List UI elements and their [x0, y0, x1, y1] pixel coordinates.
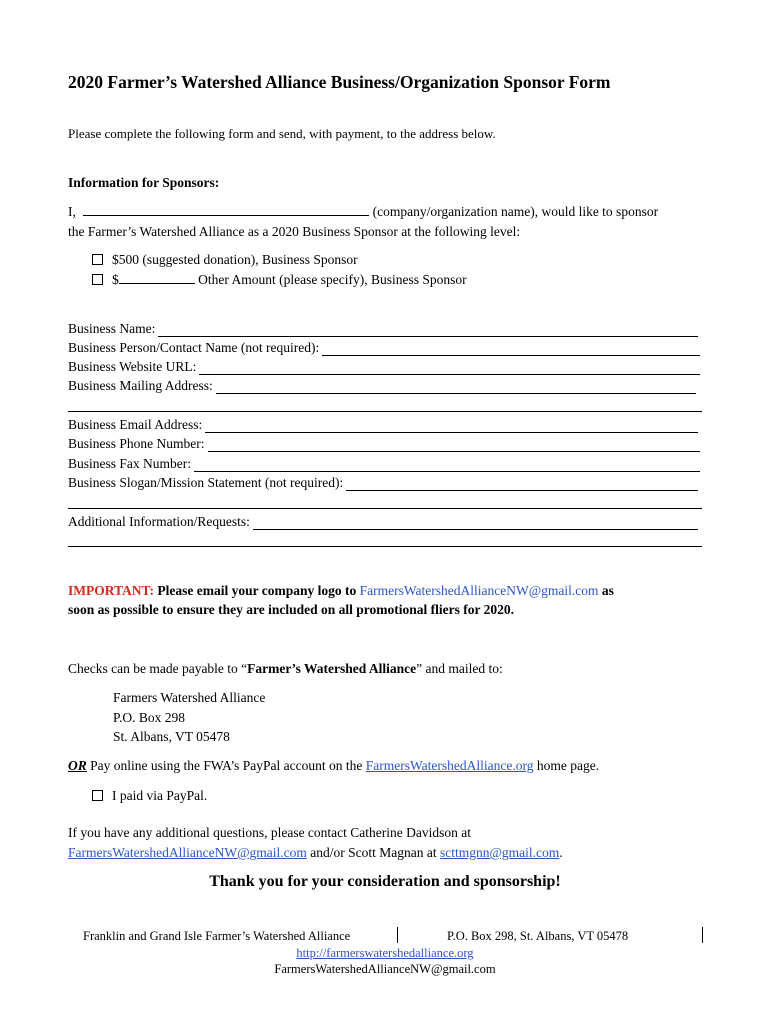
checks-suffix: ” and mailed to:	[416, 661, 503, 676]
thanks-message: Thank you for your consideration and sponsorship!	[209, 873, 561, 890]
mailing-address-label: Business Mailing Address:	[68, 378, 213, 393]
footer-url-row	[0, 946, 770, 961]
statement-prefix: I,	[68, 204, 76, 219]
contact-line2	[68, 843, 563, 862]
important-as: as	[601, 583, 614, 598]
option-other-prefix: $	[112, 272, 119, 287]
intro-sentence: Please complete the following form and send, with payment, to the address below.	[68, 126, 496, 141]
contact-period: .	[559, 845, 563, 860]
fax-field[interactable]	[194, 459, 700, 472]
contact-name-label: Business Person/Contact Name (not required):	[68, 340, 320, 355]
scott-email-link[interactable]: scttmgnn@gmail.com	[440, 845, 560, 860]
footer-email: FarmersWatershedAllianceNW@gmail.com	[274, 962, 496, 976]
website-label: Business Website URL:	[68, 359, 197, 374]
phone-label: Business Phone Number:	[68, 436, 205, 451]
important-label: IMPORTANT:	[68, 583, 155, 598]
intro-text	[68, 126, 496, 142]
phone-field[interactable]	[208, 439, 701, 452]
slogan-label: Business Slogan/Mission Statement (not required):	[68, 475, 344, 490]
option-500-checkbox[interactable]	[92, 254, 103, 265]
website-row	[68, 357, 700, 375]
email-row	[68, 415, 700, 433]
paypal-line	[68, 756, 599, 775]
slogan-field[interactable]	[346, 478, 698, 491]
footer-org: Franklin and Grand Isle Farmer’s Watershed Alliance	[83, 929, 351, 943]
important-text: Please email your company logo to	[157, 583, 357, 598]
option-other	[92, 270, 467, 289]
option-500-label: $500 (suggested donation), Business Sponsor	[112, 252, 358, 267]
footer-divider-right	[702, 927, 703, 943]
business-name-row	[68, 319, 700, 337]
paypal-checkbox[interactable]	[92, 790, 103, 801]
mail-address-line1: Farmers Watershed Alliance	[113, 690, 266, 705]
email-label: Business Email Address:	[68, 417, 203, 432]
contact-name-row	[68, 338, 700, 356]
slogan-field-line2[interactable]	[68, 508, 702, 509]
mailing-address-field[interactable]	[216, 381, 696, 394]
business-name-label: Business Name:	[68, 321, 156, 336]
mailing-address-row	[68, 376, 700, 394]
business-name-field[interactable]	[158, 324, 698, 337]
important-line1	[68, 581, 614, 600]
important-line2: soon as possible to ensure they are included on all promotional fliers for 2020.	[68, 602, 515, 617]
paypal-site-link[interactable]: FarmersWatershedAlliance.org	[365, 758, 534, 773]
fax-label: Business Fax Number:	[68, 456, 191, 471]
footer-divider	[397, 927, 398, 943]
paypal-text: Pay online using the FWA’s PayPal account on the	[90, 758, 363, 773]
important-email-link[interactable]: FarmersWatershedAllianceNW@gmail.com	[359, 583, 599, 598]
slogan-row	[68, 473, 700, 491]
mail-address-line3: St. Albans, VT 05478	[113, 729, 230, 744]
option-500	[92, 250, 358, 269]
additional-label: Additional Information/Requests:	[68, 514, 250, 529]
sponsor-section-heading: Information for Sponsors:	[68, 175, 220, 190]
contact-email-link[interactable]: FarmersWatershedAllianceNW@gmail.com	[68, 845, 307, 860]
website-field[interactable]	[199, 362, 700, 375]
option-other-checkbox[interactable]	[92, 274, 103, 285]
phone-row	[68, 434, 700, 452]
checks-payee: Farmer’s Watershed Alliance	[247, 661, 417, 676]
paypal-or: OR	[68, 758, 87, 773]
contact-middle: and/or Scott Magnan at	[310, 845, 437, 860]
additional-row	[68, 512, 700, 530]
paypal-checkbox-row	[92, 786, 207, 805]
mailing-address-field-line2[interactable]	[68, 411, 702, 412]
paypal-text-end: home page.	[536, 758, 600, 773]
additional-field[interactable]	[253, 517, 698, 530]
paypal-checkbox-label: I paid via PayPal.	[112, 788, 208, 803]
sponsor-statement-line2: the Farmer’s Watershed Alliance as a 2020 Business Sponsor at the following level:	[68, 224, 521, 239]
page-title: 2020 Farmer’s Watershed Alliance Business/Organization Sponsor Form	[68, 72, 611, 92]
statement-suffix: (company/organization name), would like to sponsor	[372, 204, 659, 219]
footer-url-link[interactable]: http://farmerswatershedalliance.org	[296, 946, 474, 960]
company-name-field[interactable]	[83, 203, 369, 216]
footer-address: P.O. Box 298, St. Albans, VT 05478	[447, 929, 629, 943]
sponsor-statement-line1	[68, 202, 658, 221]
mail-address-line2: P.O. Box 298	[113, 710, 186, 725]
contact-name-field[interactable]	[322, 343, 700, 356]
other-amount-field[interactable]	[119, 271, 195, 284]
email-field[interactable]	[205, 420, 698, 433]
additional-field-line2[interactable]	[68, 546, 702, 547]
fax-row	[68, 454, 700, 472]
checks-prefix: Checks can be made payable to “	[68, 661, 248, 676]
option-other-label: Other Amount (please specify), Business Sponsor	[198, 272, 467, 287]
checks-line	[68, 659, 503, 678]
contact-line1: If you have any additional questions, please contact Catherine Davidson at	[68, 825, 472, 840]
